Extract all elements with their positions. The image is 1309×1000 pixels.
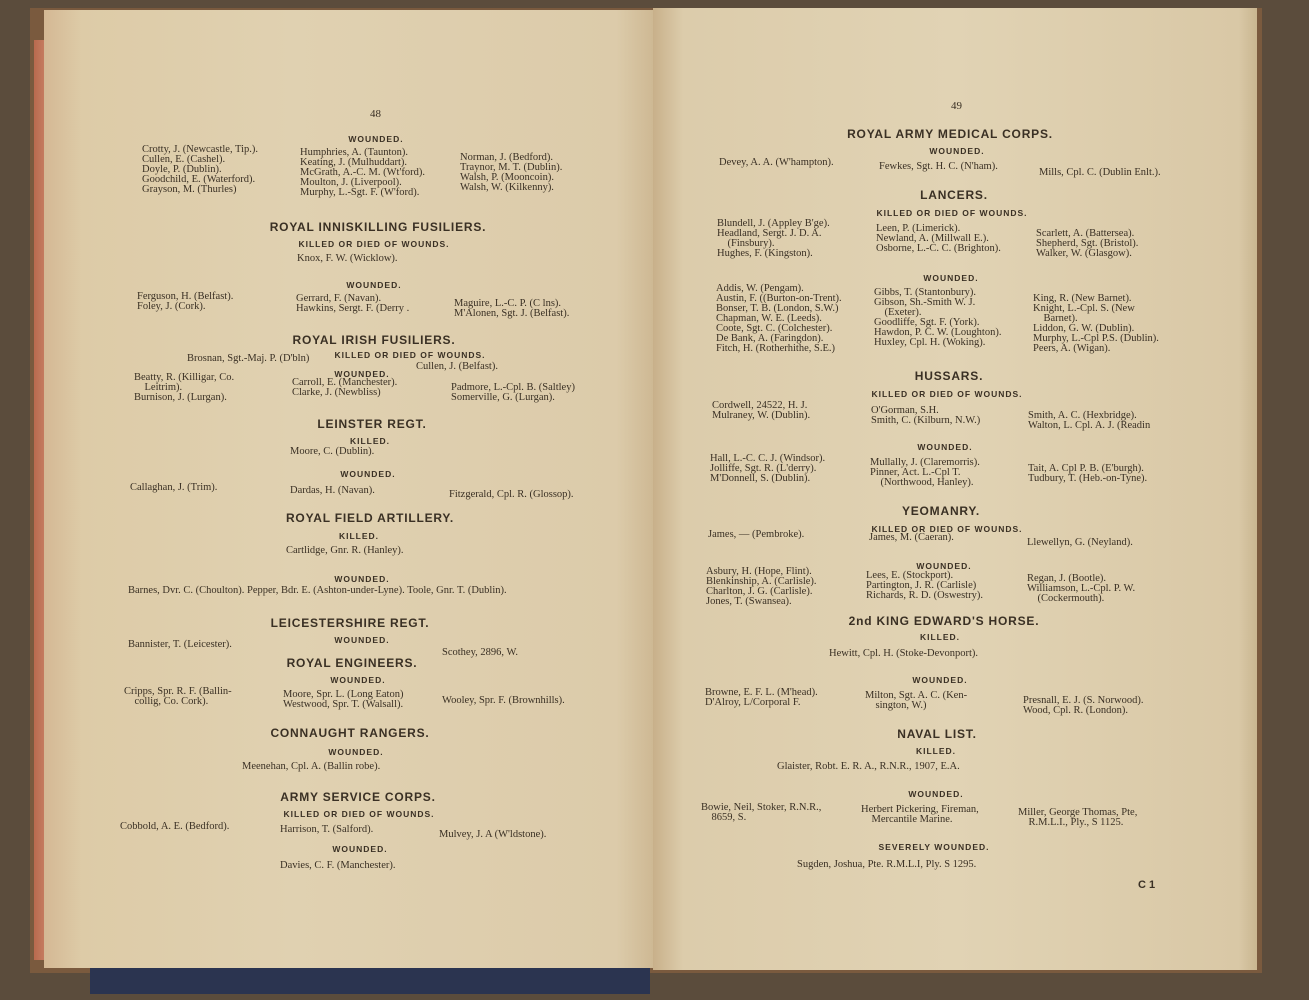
names-column: Cordwell, 24522, H. J. Mulraney, W. (Dublin). bbox=[712, 400, 811, 421]
names-column: Presnall, E. J. (S. Norwood). Wood, Cpl. R. (London). bbox=[1023, 695, 1144, 716]
names-line: Fitzgerald, Cpl. R. (Glossop). bbox=[449, 489, 574, 500]
names-column: Crotty, J. (Newcastle, Tip.). Cullen, E. (Cashel). Doyle, P. (Dublin). Goodchild, E. (Waterford). Grayson, M. (Thurles) bbox=[142, 144, 258, 195]
names-column: Scarlett, A. (Battersea). Shepherd, Sgt. (Bristol). Walker, W. (Glasgow). bbox=[1036, 228, 1139, 259]
names-column: Bowie, Neil, Stoker, R.N.R., 8659, S. bbox=[701, 802, 822, 823]
names-column: Gibbs, T. (Stantonbury). Gibson, Sh.-Smith W. J. (Exeter). Goodliffe, Sgt. F. (York). Hawdon, P. C. W. (Loughton). Huxley, Cpl. H. (Woking). bbox=[874, 287, 1002, 348]
names-column: Tait, A. Cpl P. B. (E'burgh). Tudbury, T. (Heb.-on-Tyne). bbox=[1028, 463, 1148, 484]
names-line: Sugden, Joshua, Pte. R.M.L.I, Ply. S 1295. bbox=[797, 859, 977, 870]
section-subheading: WOUNDED. bbox=[334, 369, 390, 379]
names-column: Browne, E. F. L. (M'head). D'Alroy, L/Corporal F. bbox=[705, 687, 818, 708]
names-column: Carroll, E. (Manchester). Clarke, J. (Newbliss) bbox=[292, 377, 398, 398]
regiment-heading: ARMY SERVICE CORPS. bbox=[280, 790, 436, 804]
names-column: Cripps, Spr. R. F. (Ballin- collig, Co. Cork). bbox=[124, 686, 232, 707]
names-column: Addis, W. (Pengam). Austin, F. ((Burton-on-Trent). Bonser, T. B. (London, S.W.) Chapman, W. E. (Leeds). Coote, Sgt. C. (Colchester). De Bank, A. (Faringdon). Fitch, H. (Rotherhithe, S.E.) bbox=[716, 283, 842, 354]
section-subheading: KILLED. bbox=[919, 632, 961, 642]
names-line: Cullen, J. (Belfast). bbox=[416, 361, 498, 372]
names-line: Hewitt, Cpl. H. (Stoke-Devonport). bbox=[829, 648, 979, 659]
names-line: Wooley, Spr. F. (Brownhills). bbox=[442, 695, 565, 706]
section-subheading: WOUNDED. bbox=[340, 469, 396, 479]
names-column: Herbert Pickering, Fireman, Mercantile Marine. bbox=[861, 804, 979, 825]
section-subheading: WOUNDED. bbox=[346, 280, 402, 290]
page-number: 49 bbox=[951, 100, 962, 112]
names-line: Callaghan, J. (Trim). bbox=[130, 482, 218, 493]
names-column: Maguire, L.-C. P. (C lns). M'Alonen, Sgt. J. (Belfast). bbox=[454, 298, 570, 319]
section-subheading: KILLED OR DIED OF WOUNDS. bbox=[871, 389, 1023, 399]
section-subheading: WOUNDED. bbox=[332, 844, 388, 854]
names-line: Davies, C. F. (Manchester). bbox=[280, 860, 396, 871]
names-line: Scothey, 2896, W. bbox=[442, 647, 519, 658]
names-column: Leen, P. (Limerick). Newland, A. (Millwall E.). Osborne, L.-C. C. (Brighton). bbox=[876, 223, 1001, 254]
names-column: Blundell, J. (Appley B'ge). Headland, Sergt. J. D. A. (Finsbury). Hughes, F. (Kingston). bbox=[717, 218, 830, 259]
names-column: King, R. (New Barnet). Knight, L.-Cpl. S. (New Barnet). Liddon, G. W. (Dublin). Murphy, L.-Cpl P.S. (Dublin). Peers, A. (Wigan). bbox=[1033, 293, 1159, 354]
section-subheading: WOUNDED. bbox=[334, 574, 390, 584]
names-line: Mulvey, J. A (W'ldstone). bbox=[439, 829, 547, 840]
names-line: Mills, Cpl. C. (Dublin Enlt.). bbox=[1039, 167, 1161, 178]
section-subheading: WOUNDED. bbox=[334, 635, 390, 645]
regiment-heading: ROYAL FIELD ARTILLERY. bbox=[285, 511, 455, 525]
names-column: Ferguson, H. (Belfast). Foley, J. (Cork). bbox=[137, 291, 234, 312]
names-line: Meenehan, Cpl. A. (Ballin robe). bbox=[242, 761, 381, 772]
section-subheading: KILLED. bbox=[915, 746, 957, 756]
section-subheading: WOUNDED. bbox=[908, 789, 964, 799]
names-line: Llewellyn, G. (Neyland). bbox=[1027, 537, 1133, 548]
names-line: Dardas, H. (Navan). bbox=[290, 485, 375, 496]
section-subheading: SEVERELY WOUNDED. bbox=[878, 842, 990, 852]
names-column: Miller, George Thomas, Pte, R.M.L.I., Ply., S 1125. bbox=[1018, 807, 1138, 828]
regiment-heading: NAVAL LIST. bbox=[897, 727, 977, 741]
section-subheading: KILLED OR DIED OF WOUNDS. bbox=[283, 809, 435, 819]
section-subheading: WOUNDED. bbox=[923, 273, 979, 283]
section-subheading: KILLED OR DIED OF WOUNDS. bbox=[871, 524, 1023, 534]
names-column: Milton, Sgt. A. C. (Ken- sington, W.) bbox=[865, 690, 968, 711]
regiment-heading: ROYAL ARMY MEDICAL CORPS. bbox=[847, 127, 1053, 141]
section-subheading: KILLED. bbox=[338, 531, 380, 541]
names-line: Harrison, T. (Salford). bbox=[280, 824, 374, 835]
names-column: Mullally, J. (Claremorris). Pinner, Act. L.-Cpl T. (Northwood, Hanley). bbox=[870, 457, 980, 488]
regiment-heading: ROYAL IRISH FUSILIERS. bbox=[292, 333, 456, 347]
names-column: Gerrard, F. (Navan). Hawkins, Sergt. F. (Derry . bbox=[296, 293, 410, 314]
names-line: Barnes, Dvr. C. (Choulton). Pepper, Bdr. E. (Ashton-under-Lyne). Toole, Gnr. T. (Dublin). bbox=[128, 585, 507, 596]
section-subheading: KILLED OR DIED OF WOUNDS. bbox=[876, 208, 1028, 218]
signature-mark: C 1 bbox=[1138, 879, 1156, 891]
regiment-heading: HUSSARS. bbox=[914, 369, 984, 383]
names-column: Lees, E. (Stockport). Partington, J. R. (Carlisle) Richards, R. D. (Oswestry). bbox=[866, 570, 983, 601]
names-line: Moore, C. (Dublin). bbox=[290, 446, 375, 457]
names-line: Cobbold, A. E. (Bedford). bbox=[120, 821, 230, 832]
names-column: Hall, L.-C. C. J. (Windsor). Jolliffe, Sgt. R. (L'derry). M'Donnell, S. (Dublin). bbox=[710, 453, 826, 484]
section-subheading: WOUNDED. bbox=[912, 675, 968, 685]
names-column: Beatty, R. (Killigar, Co. Leitrim). Burnison, J. (Lurgan). bbox=[134, 372, 235, 403]
right-page bbox=[653, 8, 1257, 970]
regiment-heading: ROYAL ENGINEERS. bbox=[286, 656, 418, 670]
names-column: Norman, J. (Bedford). Traynor, M. T. (Dublin). Walsh, P. (Mooncoin). Walsh, W. (Kilkenny). bbox=[460, 152, 563, 193]
names-line: James, — (Pembroke). bbox=[708, 529, 805, 540]
section-subheading: WOUNDED. bbox=[917, 442, 973, 452]
names-column: Smith, A. C. (Hexbridge). Walton, L. Cpl. A. J. (Readin bbox=[1028, 410, 1151, 431]
names-line: Knox, F. W. (Wicklow). bbox=[297, 253, 398, 264]
section-subheading: WOUNDED. bbox=[348, 134, 404, 144]
names-column: Moore, Spr. L. (Long Eaton) Westwood, Spr. T. (Walsall). bbox=[283, 689, 404, 710]
book-spine bbox=[90, 966, 650, 994]
regiment-heading: LANCERS. bbox=[920, 188, 988, 202]
regiment-heading: YEOMANRY. bbox=[901, 504, 981, 518]
section-subheading: WOUNDED. bbox=[916, 561, 972, 571]
names-column: Padmore, L.-Cpl. B. (Saltley) Somerville, G. (Lurgan). bbox=[451, 382, 575, 403]
names-line: James, M. (Caeran). bbox=[869, 532, 954, 543]
left-page bbox=[44, 10, 667, 968]
regiment-heading: CONNAUGHT RANGERS. bbox=[270, 726, 430, 740]
names-line: Devey, A. A. (W'hampton). bbox=[719, 157, 834, 168]
names-line: Brosnan, Sgt.-Maj. P. (D'bln) bbox=[187, 353, 310, 364]
names-line: Bannister, T. (Leicester). bbox=[128, 639, 232, 650]
section-subheading: WOUNDED. bbox=[330, 675, 386, 685]
regiment-heading: LEINSTER REGT. bbox=[317, 417, 427, 431]
names-line: Glaister, Robt. E. R. A., R.N.R., 1907, E.A. bbox=[777, 761, 960, 772]
page-number: 48 bbox=[370, 108, 381, 120]
names-column: Regan, J. (Bootle). Williamson, L.-Cpl. P. W. (Cockermouth). bbox=[1027, 573, 1136, 604]
names-line: Fewkes, Sgt. H. C. (N'ham). bbox=[879, 161, 998, 172]
section-subheading: KILLED. bbox=[349, 436, 391, 446]
regiment-heading: 2nd KING EDWARD'S HORSE. bbox=[848, 614, 1040, 628]
section-subheading: KILLED OR DIED OF WOUNDS. bbox=[334, 350, 486, 360]
regiment-heading: LEICESTERSHIRE REGT. bbox=[270, 616, 430, 630]
names-line: Cartlidge, Gnr. R. (Hanley). bbox=[286, 545, 404, 556]
names-column: O'Gorman, S.H. Smith, C. (Kilburn, N.W.) bbox=[871, 405, 981, 426]
section-subheading: KILLED OR DIED OF WOUNDS. bbox=[298, 239, 450, 249]
names-column: Humphries, A. (Taunton). Keating, J. (Mulhuddart). McGrath, A.-C. M. (Wt'ford). Moulton, J. (Liverpool). Murphy, L.-Sgt. F. (W'ford). bbox=[300, 147, 425, 198]
section-subheading: WOUNDED. bbox=[929, 146, 985, 156]
regiment-heading: ROYAL INNISKILLING FUSILIERS. bbox=[269, 220, 487, 234]
section-subheading: WOUNDED. bbox=[328, 747, 384, 757]
names-column: Asbury, H. (Hope, Flint). Blenkinship, A. (Carlisle). Charlton, J. G. (Carlisle). Jones, T. (Swansea). bbox=[706, 566, 817, 607]
